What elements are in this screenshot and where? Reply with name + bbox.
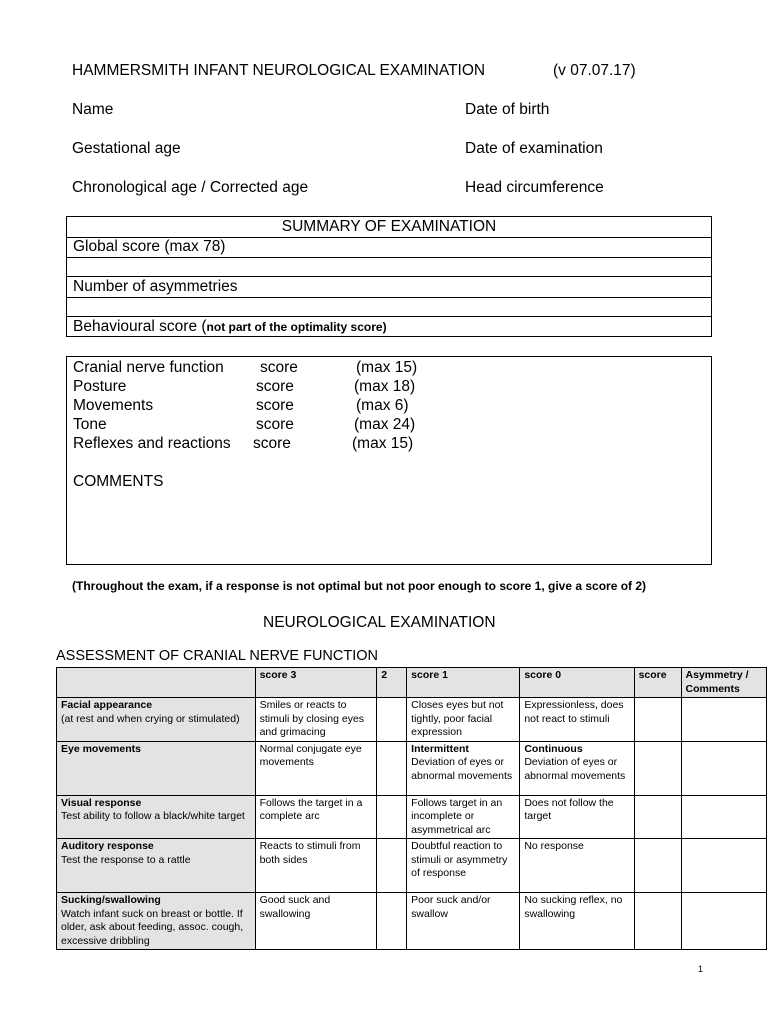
- behavioural-score-row: [67, 317, 711, 337]
- cranial-score-max: (max 15): [356, 359, 418, 376]
- item-name: Facial appearance: [61, 699, 153, 711]
- item-cell: [57, 698, 256, 742]
- score-entry-cell[interactable]: [634, 698, 681, 742]
- header-cell-score2: 2: [377, 668, 407, 698]
- cranial-nerve-table: [56, 667, 767, 950]
- gestational-age-label: Gestational age: [72, 140, 181, 157]
- behavioural-score-label: Behavioural score (: [73, 318, 207, 335]
- table-row: [57, 839, 767, 893]
- score-entry-cell[interactable]: [634, 893, 681, 950]
- asymmetry-cell[interactable]: [681, 741, 766, 795]
- score2-cell[interactable]: [377, 839, 407, 893]
- name-label: Name: [72, 101, 114, 118]
- reflexes-score-word: score: [253, 435, 291, 452]
- item-cell: [57, 741, 256, 795]
- header-cell-score1: score 1: [407, 668, 520, 698]
- posture-score-label: Posture: [73, 378, 127, 395]
- posture-score-max: (max 18): [354, 378, 416, 395]
- item-name: Visual response: [61, 796, 142, 809]
- tone-score-max: (max 24): [354, 416, 416, 433]
- score-entry-cell[interactable]: [634, 839, 681, 893]
- date-of-birth-label: Date of birth: [465, 101, 550, 118]
- item-description: Test the response to a rattle: [61, 853, 191, 866]
- movements-score-label: Movements: [73, 397, 154, 414]
- score0-cell: No sucking reflex, no swallowing: [520, 893, 634, 950]
- scoring-note: (Throughout the exam, if a response is not optimal but not poor enough to score 1, give a score of 2): [72, 579, 647, 593]
- score0-cell: Does not follow the target: [520, 795, 634, 839]
- score2-cell[interactable]: [377, 893, 407, 950]
- score0-cell: Continuous Deviation of eyes or abnormal movements: [520, 741, 634, 795]
- score3-cell: Reacts to stimuli from both sides: [255, 839, 377, 893]
- table-header-row: [57, 668, 767, 698]
- chronological-age-label: Chronological age / Corrected age: [72, 179, 309, 196]
- blank-row: [67, 298, 711, 317]
- score1-cell: Poor suck and/or swallow: [407, 893, 520, 950]
- item-name: Sucking/swallowing: [61, 894, 161, 906]
- score1-cell: Doubtful reaction to stimuli or asymmetry of response: [407, 839, 520, 893]
- tone-score-label: Tone: [73, 416, 107, 433]
- item-description: (at rest and when crying or stimulated): [61, 712, 240, 725]
- score3-cell: Smiles or reacts to stimuli by closing eyes and grimacing: [255, 698, 377, 742]
- date-of-examination-label: Date of examination: [465, 140, 603, 157]
- score1-cell: Intermittent Deviation of eyes or abnormal movements: [407, 741, 520, 795]
- asymmetry-cell[interactable]: [681, 893, 766, 950]
- header-cell-score3: score 3: [255, 668, 377, 698]
- score2-cell[interactable]: [377, 741, 407, 795]
- score3-cell: Follows the target in a complete arc: [255, 795, 377, 839]
- item-name: Eye movements: [61, 742, 141, 755]
- score3-cell: Normal conjugate eye movements: [255, 741, 377, 795]
- asymmetry-cell[interactable]: [681, 839, 766, 893]
- global-score-row: Global score (max 78): [67, 238, 711, 258]
- table-row: [57, 741, 767, 795]
- score1-cell: Closes eyes but not tightly, poor facial expression: [407, 698, 520, 742]
- movements-score-word: score: [256, 397, 294, 414]
- score3-cell: Good suck and swallowing: [255, 893, 377, 950]
- cranial-score-word: score: [260, 359, 298, 376]
- summary-title: SUMMARY OF EXAMINATION: [67, 217, 711, 238]
- cranial-section-title: ASSESSMENT OF CRANIAL NERVE FUNCTION: [56, 648, 379, 664]
- comments-label: COMMENTS: [73, 473, 164, 490]
- header-cell-score: score: [634, 668, 681, 698]
- reflexes-score-max: (max 15): [352, 435, 414, 452]
- page-number: 1: [698, 964, 704, 974]
- section-scores-box: [66, 356, 712, 565]
- score-entry-cell[interactable]: [634, 795, 681, 839]
- item-cell: [57, 893, 256, 950]
- score2-cell[interactable]: [377, 698, 407, 742]
- header-cell-score0: score 0: [520, 668, 634, 698]
- reflexes-score-label: Reflexes and reactions: [73, 435, 231, 452]
- asymmetry-cell[interactable]: [681, 795, 766, 839]
- head-circumference-label: Head circumference: [465, 179, 604, 196]
- header-cell-asymmetry: Asymmetry / Comments: [681, 668, 766, 698]
- asymmetries-row: Number of asymmetries: [67, 277, 711, 298]
- item-description: Test ability to follow a black/white target: [61, 810, 245, 822]
- item-name: Auditory response: [61, 840, 154, 852]
- item-cell: [57, 839, 256, 893]
- behavioural-score-note: not part of the optimality score): [206, 320, 387, 334]
- score2-cell[interactable]: [377, 795, 407, 839]
- version-label: (v 07.07.17): [553, 62, 636, 79]
- score0-cell: Expressionless, does not react to stimuli: [520, 698, 634, 742]
- asymmetry-cell[interactable]: [681, 698, 766, 742]
- table-row: [57, 698, 767, 742]
- table-row: [57, 893, 767, 950]
- header-cell-item: [57, 668, 256, 698]
- neurological-examination-title: NEUROLOGICAL EXAMINATION: [263, 614, 496, 631]
- score1-cell: Follows target in an incomplete or asymmetrical arc: [407, 795, 520, 839]
- summary-box: [66, 216, 712, 337]
- posture-score-word: score: [256, 378, 294, 395]
- document-title: HAMMERSMITH INFANT NEUROLOGICAL EXAMINATION: [72, 62, 486, 79]
- movements-score-max: (max 6): [356, 397, 409, 414]
- blank-row: [67, 258, 711, 277]
- item-cell: [57, 795, 256, 839]
- cranial-score-label: Cranial nerve function: [73, 359, 224, 376]
- score-entry-cell[interactable]: [634, 741, 681, 795]
- score0-cell: No response: [520, 839, 634, 893]
- tone-score-word: score: [256, 416, 294, 433]
- item-description: Watch infant suck on breast or bottle. If older, ask about feeding, assoc. cough, excessive dribbling: [61, 907, 244, 947]
- table-row: [57, 795, 767, 839]
